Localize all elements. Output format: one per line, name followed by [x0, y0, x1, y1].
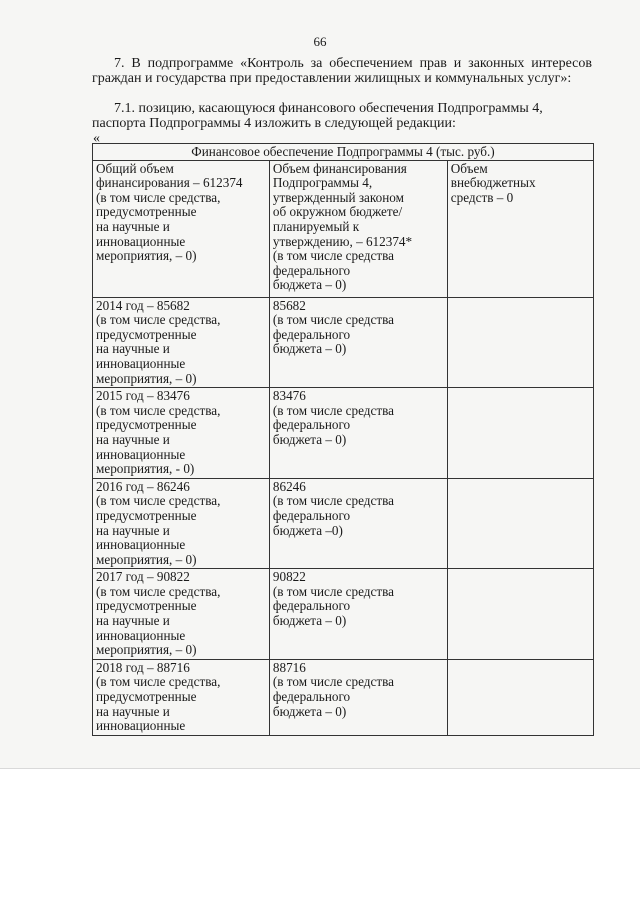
- table-row: [93, 388, 594, 479]
- table-header-row: [93, 160, 594, 297]
- year-budget-cell: 86246 (в том числе средства федерального бюджета –0): [269, 478, 447, 569]
- year-total-cell: 2014 год – 85682 (в том числе средства, предусмотренные на научные и инновационные мероприятия, – 0): [93, 297, 270, 388]
- header-total-financing: Общий объем финансирования – 612374 (в том числе средства, предусмотренные на научные и инновационные мероприятия, – 0): [93, 160, 270, 297]
- year-total-cell: 2015 год – 83476 (в том числе средства, предусмотренные на научные и инновационные мероприятия, - 0): [93, 388, 270, 479]
- header-extrabudgetary: Объем внебюджетных средств – 0: [447, 160, 593, 297]
- year-budget-cell: 90822 (в том числе средства федерального бюджета – 0): [269, 569, 447, 660]
- header-budget-financing: Объем финансирования Подпрограммы 4, утвержденный законом об окружном бюджете/ планируемый к утверждению, – 612374* (в том числе средства федерального бюджета – 0): [269, 160, 447, 297]
- year-extrabudgetary-cell: [447, 297, 593, 388]
- year-extrabudgetary-cell: [447, 569, 593, 660]
- year-budget-cell: 88716 (в том числе средства федерального бюджета – 0): [269, 659, 447, 735]
- table-row: [93, 659, 594, 735]
- year-total-cell: 2018 год – 88716 (в том числе средства, предусмотренные на научные и инновационные: [93, 659, 270, 735]
- financing-table: [92, 143, 594, 736]
- year-extrabudgetary-cell: [447, 388, 593, 479]
- paragraph-subprogram-intro: 7. В подпрограмме «Контроль за обеспечением прав и законных интересов граждан и государства при предоставлении жилищных и коммунальных услуг»:: [92, 56, 592, 86]
- year-budget-cell: 83476 (в том числе средства федерального бюджета – 0): [269, 388, 447, 479]
- table-row: [93, 478, 594, 569]
- year-extrabudgetary-cell: [447, 659, 593, 735]
- year-extrabudgetary-cell: [447, 478, 593, 569]
- page-number: 66: [313, 34, 327, 49]
- table-caption-row: [93, 144, 594, 161]
- opening-quote: «: [93, 131, 100, 146]
- table-caption: Финансовое обеспечение Подпрограммы 4 (тыс. руб.): [93, 144, 594, 161]
- table-row: [93, 569, 594, 660]
- year-total-cell: 2017 год – 90822 (в том числе средства, предусмотренные на научные и инновационные мероприятия, – 0): [93, 569, 270, 660]
- paragraph-passport-change: 7.1. позицию, касающуюся финансового обеспечения Подпрограммы 4, паспорта Подпрограммы 4 изложить в следующей редакции:: [92, 101, 543, 131]
- table-row: [93, 297, 594, 388]
- year-total-cell: 2016 год – 86246 (в том числе средства, предусмотренные на научные и инновационные мероприятия, – 0): [93, 478, 270, 569]
- year-budget-cell: 85682 (в том числе средства федерального бюджета – 0): [269, 297, 447, 388]
